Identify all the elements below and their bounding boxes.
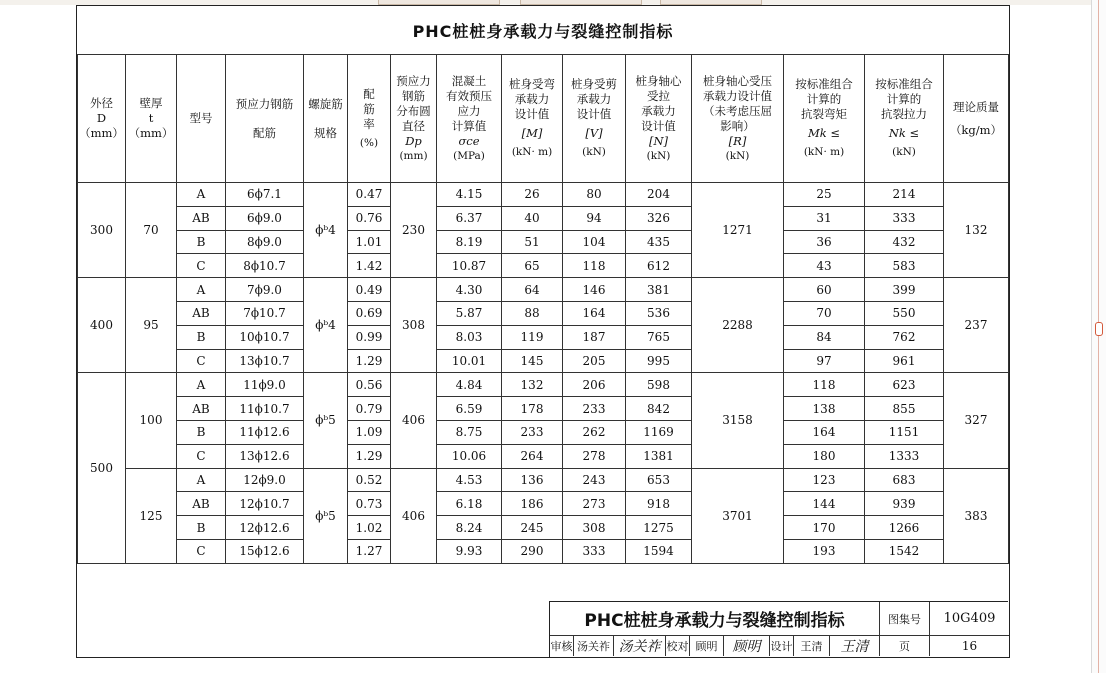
cell-crack-tension: 762: [865, 325, 944, 349]
cell-type: C: [177, 444, 226, 468]
blank-area: [77, 553, 1008, 601]
cell-crack-moment: 31: [784, 206, 865, 230]
cell-bending-capacity: 145: [502, 349, 563, 373]
cell-crack-moment: 43: [784, 254, 865, 278]
cell-type: A: [177, 183, 226, 207]
table-row: [78, 397, 1009, 421]
header-concrete-prestress: 混凝土 有效预压 应力 计算值 σce (MPa): [437, 55, 502, 183]
cell-crack-moment: 97: [784, 349, 865, 373]
cell-type: C: [177, 539, 226, 563]
drawing-sheet: [76, 5, 1010, 658]
cell-type: C: [177, 254, 226, 278]
cell-axial-compression: 3701: [692, 468, 784, 563]
cell-concrete-prestress: 6.18: [437, 492, 502, 516]
cell-crack-moment: 25: [784, 183, 865, 207]
cell-axial-tension: 995: [626, 349, 692, 373]
cell-shear-capacity: 187: [563, 325, 626, 349]
cell-prestress-circle-diameter: 406: [391, 468, 437, 563]
cell-concrete-prestress: 10.87: [437, 254, 502, 278]
cell-theoretical-mass: 327: [944, 373, 1009, 468]
cell-axial-compression: 3158: [692, 373, 784, 468]
cell-outer-diameter: 500: [78, 373, 126, 563]
cell-type: AB: [177, 206, 226, 230]
cell-crack-moment: 138: [784, 397, 865, 421]
cell-crack-tension: 855: [865, 397, 944, 421]
cell-crack-tension: 333: [865, 206, 944, 230]
header-crack-tension: 按标准组合 计算的 抗裂拉力 Nk ≤ (kN): [865, 55, 944, 183]
table-row: [78, 254, 1009, 278]
cell-spiral-rebar: ϕᵇ5: [304, 373, 348, 468]
cell-bending-capacity: 264: [502, 444, 563, 468]
cell-axial-compression: 2288: [692, 278, 784, 373]
cell-type: B: [177, 420, 226, 444]
cell-axial-tension: 918: [626, 492, 692, 516]
header-reinforcement-ratio: 配 筋 率 (%): [348, 55, 391, 183]
header-row: [78, 55, 1009, 183]
cell-prestress-rebar: 6ϕ9.0: [226, 206, 304, 230]
table-row: [78, 420, 1009, 444]
cell-bending-capacity: 132: [502, 373, 563, 397]
cell-theoretical-mass: 237: [944, 278, 1009, 373]
table-body: [78, 183, 1009, 564]
cell-prestress-rebar: 8ϕ10.7: [226, 254, 304, 278]
cell-shear-capacity: 278: [563, 444, 626, 468]
cell-crack-tension: 432: [865, 230, 944, 254]
table-row: [78, 206, 1009, 230]
cell-axial-tension: 612: [626, 254, 692, 278]
cell-crack-moment: 144: [784, 492, 865, 516]
page-number: 16: [961, 639, 978, 653]
cell-shear-capacity: 273: [563, 492, 626, 516]
cell-bending-capacity: 26: [502, 183, 563, 207]
header-axial-tension: 桩身轴心 受拉 承载力 设计值 [N] (kN): [626, 55, 692, 183]
cell-prestress-rebar: 7ϕ10.7: [226, 301, 304, 325]
cell-prestress-rebar: 11ϕ10.7: [226, 397, 304, 421]
cell-axial-tension: 765: [626, 325, 692, 349]
table-title: PHC桩桩身承载力与裂缝控制指标: [77, 6, 1009, 55]
cell-concrete-prestress: 8.03: [437, 325, 502, 349]
cell-prestress-rebar: 12ϕ12.6: [226, 516, 304, 540]
cell-reinforcement-ratio: 1.02: [348, 516, 391, 540]
cell-shear-capacity: 205: [563, 349, 626, 373]
cell-crack-tension: 550: [865, 301, 944, 325]
cell-concrete-prestress: 4.15: [437, 183, 502, 207]
table-row: [78, 230, 1009, 254]
cell-prestress-rebar: 13ϕ10.7: [226, 349, 304, 373]
cell-shear-capacity: 262: [563, 420, 626, 444]
cell-bending-capacity: 233: [502, 420, 563, 444]
cell-type: A: [177, 468, 226, 492]
cell-crack-tension: 1333: [865, 444, 944, 468]
cell-reinforcement-ratio: 0.79: [348, 397, 391, 421]
cell-axial-tension: 326: [626, 206, 692, 230]
check-signature: 顾明: [724, 636, 770, 656]
table-row: [78, 278, 1009, 302]
cell-shear-capacity: 80: [563, 183, 626, 207]
cell-bending-capacity: 119: [502, 325, 563, 349]
table-row: [78, 301, 1009, 325]
header-bending-capacity: 桩身受弯 承载力 设计值 [M] (kN· m): [502, 55, 563, 183]
cell-axial-tension: 204: [626, 183, 692, 207]
cell-prestress-rebar: 15ϕ12.6: [226, 539, 304, 563]
table-row: [78, 468, 1009, 492]
cell-shear-capacity: 243: [563, 468, 626, 492]
cell-axial-tension: 598: [626, 373, 692, 397]
cell-shear-capacity: 118: [563, 254, 626, 278]
cell-axial-compression: 1271: [692, 183, 784, 278]
cell-spiral-rebar: ϕᵇ4: [304, 278, 348, 373]
cell-concrete-prestress: 4.30: [437, 278, 502, 302]
capacity-table: [77, 54, 1009, 564]
page-side-rail: [1091, 0, 1106, 673]
cell-concrete-prestress: 6.59: [437, 397, 502, 421]
table-row: [78, 516, 1009, 540]
cell-type: A: [177, 278, 226, 302]
cell-crack-tension: 961: [865, 349, 944, 373]
cell-bending-capacity: 40: [502, 206, 563, 230]
cell-reinforcement-ratio: 0.47: [348, 183, 391, 207]
cell-prestress-circle-diameter: 230: [391, 183, 437, 278]
cell-concrete-prestress: 4.84: [437, 373, 502, 397]
cell-axial-tension: 842: [626, 397, 692, 421]
cell-shear-capacity: 104: [563, 230, 626, 254]
cell-spiral-rebar: ϕᵇ4: [304, 183, 348, 278]
cell-type: B: [177, 230, 226, 254]
cell-prestress-circle-diameter: 406: [391, 373, 437, 468]
cell-type: AB: [177, 301, 226, 325]
cell-bending-capacity: 136: [502, 468, 563, 492]
cell-prestress-circle-diameter: 308: [391, 278, 437, 373]
cell-type: AB: [177, 397, 226, 421]
cell-reinforcement-ratio: 0.73: [348, 492, 391, 516]
cell-crack-tension: 623: [865, 373, 944, 397]
header-wall-thickness: 壁厚 t （mm）: [126, 55, 177, 183]
review-signature: 汤关祚: [614, 636, 666, 656]
cell-shear-capacity: 333: [563, 539, 626, 563]
cell-shear-capacity: 94: [563, 206, 626, 230]
cell-wall-thickness: 125: [126, 468, 177, 563]
cell-prestress-rebar: 6ϕ7.1: [226, 183, 304, 207]
cell-prestress-rebar: 7ϕ9.0: [226, 278, 304, 302]
table-row: [78, 444, 1009, 468]
atlas-number-value: 10G409: [930, 602, 1009, 636]
cell-bending-capacity: 178: [502, 397, 563, 421]
cell-shear-capacity: 206: [563, 373, 626, 397]
cell-bending-capacity: 290: [502, 539, 563, 563]
cell-axial-tension: 1594: [626, 539, 692, 563]
header-crack-moment: 按标准组合 计算的 抗裂弯矩 Mk ≤ (kN· m): [784, 55, 865, 183]
cell-crack-tension: 1266: [865, 516, 944, 540]
design-signature: 王清: [830, 636, 880, 656]
cell-crack-moment: 164: [784, 420, 865, 444]
table-row: [78, 373, 1009, 397]
cell-theoretical-mass: 383: [944, 468, 1009, 563]
cell-wall-thickness: 70: [126, 183, 177, 278]
cell-crack-tension: 1542: [865, 539, 944, 563]
cell-prestress-rebar: 10ϕ10.7: [226, 325, 304, 349]
cell-crack-moment: 84: [784, 325, 865, 349]
cell-outer-diameter: 400: [78, 278, 126, 373]
cell-reinforcement-ratio: 1.09: [348, 420, 391, 444]
cell-axial-tension: 536: [626, 301, 692, 325]
cell-prestress-rebar: 13ϕ12.6: [226, 444, 304, 468]
cell-bending-capacity: 51: [502, 230, 563, 254]
cell-prestress-rebar: 12ϕ9.0: [226, 468, 304, 492]
cell-prestress-rebar: 11ϕ9.0: [226, 373, 304, 397]
header-prestress-rebar: 预应力钢筋 配筋: [226, 55, 304, 183]
cell-crack-moment: 70: [784, 301, 865, 325]
cell-prestress-rebar: 8ϕ9.0: [226, 230, 304, 254]
cell-crack-moment: 123: [784, 468, 865, 492]
cell-shear-capacity: 146: [563, 278, 626, 302]
page-label: 页: [880, 636, 930, 656]
title-block: [549, 601, 1008, 657]
design-name: 王清: [794, 636, 830, 656]
review-name: 汤关祚: [574, 636, 614, 656]
cell-type: AB: [177, 492, 226, 516]
header-type: 型号: [177, 55, 226, 183]
cell-crack-moment: 180: [784, 444, 865, 468]
cell-reinforcement-ratio: 1.29: [348, 444, 391, 468]
table-row: [78, 183, 1009, 207]
cell-reinforcement-ratio: 0.49: [348, 278, 391, 302]
cell-bending-capacity: 65: [502, 254, 563, 278]
cell-concrete-prestress: 5.87: [437, 301, 502, 325]
cell-reinforcement-ratio: 1.27: [348, 539, 391, 563]
cell-crack-tension: 399: [865, 278, 944, 302]
cell-crack-tension: 214: [865, 183, 944, 207]
review-label: 审核: [550, 636, 574, 656]
cell-wall-thickness: 95: [126, 278, 177, 373]
cell-crack-moment: 36: [784, 230, 865, 254]
header-axial-compression: 桩身轴心受压 承载力设计值 （未考虑压屈 影响） [R] (kN): [692, 55, 784, 183]
cell-crack-moment: 193: [784, 539, 865, 563]
cell-reinforcement-ratio: 0.99: [348, 325, 391, 349]
cell-concrete-prestress: 8.19: [437, 230, 502, 254]
cell-crack-tension: 939: [865, 492, 944, 516]
cell-outer-diameter: 300: [78, 183, 126, 278]
header-prestress-circle-diameter: 预应力 钢筋 分布圆 直径 Dp (mm): [391, 55, 437, 183]
cell-crack-tension: 1151: [865, 420, 944, 444]
cell-axial-tension: 1275: [626, 516, 692, 540]
cell-concrete-prestress: 10.06: [437, 444, 502, 468]
cell-type: C: [177, 349, 226, 373]
cell-type: B: [177, 325, 226, 349]
cell-concrete-prestress: 4.53: [437, 468, 502, 492]
cell-reinforcement-ratio: 0.52: [348, 468, 391, 492]
cell-bending-capacity: 186: [502, 492, 563, 516]
rail-line: [1098, 0, 1099, 673]
cell-crack-moment: 118: [784, 373, 865, 397]
cell-prestress-rebar: 11ϕ12.6: [226, 420, 304, 444]
cell-shear-capacity: 164: [563, 301, 626, 325]
cell-reinforcement-ratio: 1.29: [348, 349, 391, 373]
cell-crack-moment: 170: [784, 516, 865, 540]
cell-axial-tension: 381: [626, 278, 692, 302]
cell-bending-capacity: 88: [502, 301, 563, 325]
cell-crack-moment: 60: [784, 278, 865, 302]
check-label: 校对: [666, 636, 690, 656]
cell-bending-capacity: 64: [502, 278, 563, 302]
cell-reinforcement-ratio: 0.76: [348, 206, 391, 230]
cell-reinforcement-ratio: 1.42: [348, 254, 391, 278]
cell-prestress-rebar: 12ϕ10.7: [226, 492, 304, 516]
cell-axial-tension: 653: [626, 468, 692, 492]
cell-type: A: [177, 373, 226, 397]
table-row: [78, 349, 1009, 373]
title-block-title: PHC桩桩身承载力与裂缝控制指标: [550, 602, 880, 636]
cell-type: B: [177, 516, 226, 540]
atlas-number-label: 图集号: [880, 602, 930, 636]
splitter-handle[interactable]: [1095, 322, 1103, 336]
design-label: 设计: [770, 636, 794, 656]
header-spiral-rebar: 螺旋筋 规格: [304, 55, 348, 183]
cell-concrete-prestress: 8.24: [437, 516, 502, 540]
table-row: [78, 492, 1009, 516]
cell-axial-tension: 1169: [626, 420, 692, 444]
cell-reinforcement-ratio: 0.56: [348, 373, 391, 397]
header-shear-capacity: 桩身受剪 承载力 设计值 [V] (kN): [563, 55, 626, 183]
cell-wall-thickness: 100: [126, 373, 177, 468]
table-row: [78, 325, 1009, 349]
cell-spiral-rebar: ϕᵇ5: [304, 468, 348, 563]
cell-reinforcement-ratio: 1.01: [348, 230, 391, 254]
cell-axial-tension: 1381: [626, 444, 692, 468]
header-outer-diameter: 外径 D （mm）: [78, 55, 126, 183]
header-theoretical-mass: 理论质量 （kg/m）: [944, 55, 1009, 183]
cell-shear-capacity: 308: [563, 516, 626, 540]
signature-row: [550, 636, 1009, 656]
cell-crack-tension: 683: [865, 468, 944, 492]
cell-bending-capacity: 245: [502, 516, 563, 540]
cell-concrete-prestress: 6.37: [437, 206, 502, 230]
cell-crack-tension: 583: [865, 254, 944, 278]
cell-concrete-prestress: 10.01: [437, 349, 502, 373]
cell-reinforcement-ratio: 0.69: [348, 301, 391, 325]
cell-concrete-prestress: 9.93: [437, 539, 502, 563]
cell-axial-tension: 435: [626, 230, 692, 254]
cell-concrete-prestress: 8.75: [437, 420, 502, 444]
check-name: 顾明: [690, 636, 724, 656]
cell-shear-capacity: 233: [563, 397, 626, 421]
cell-theoretical-mass: 132: [944, 183, 1009, 278]
